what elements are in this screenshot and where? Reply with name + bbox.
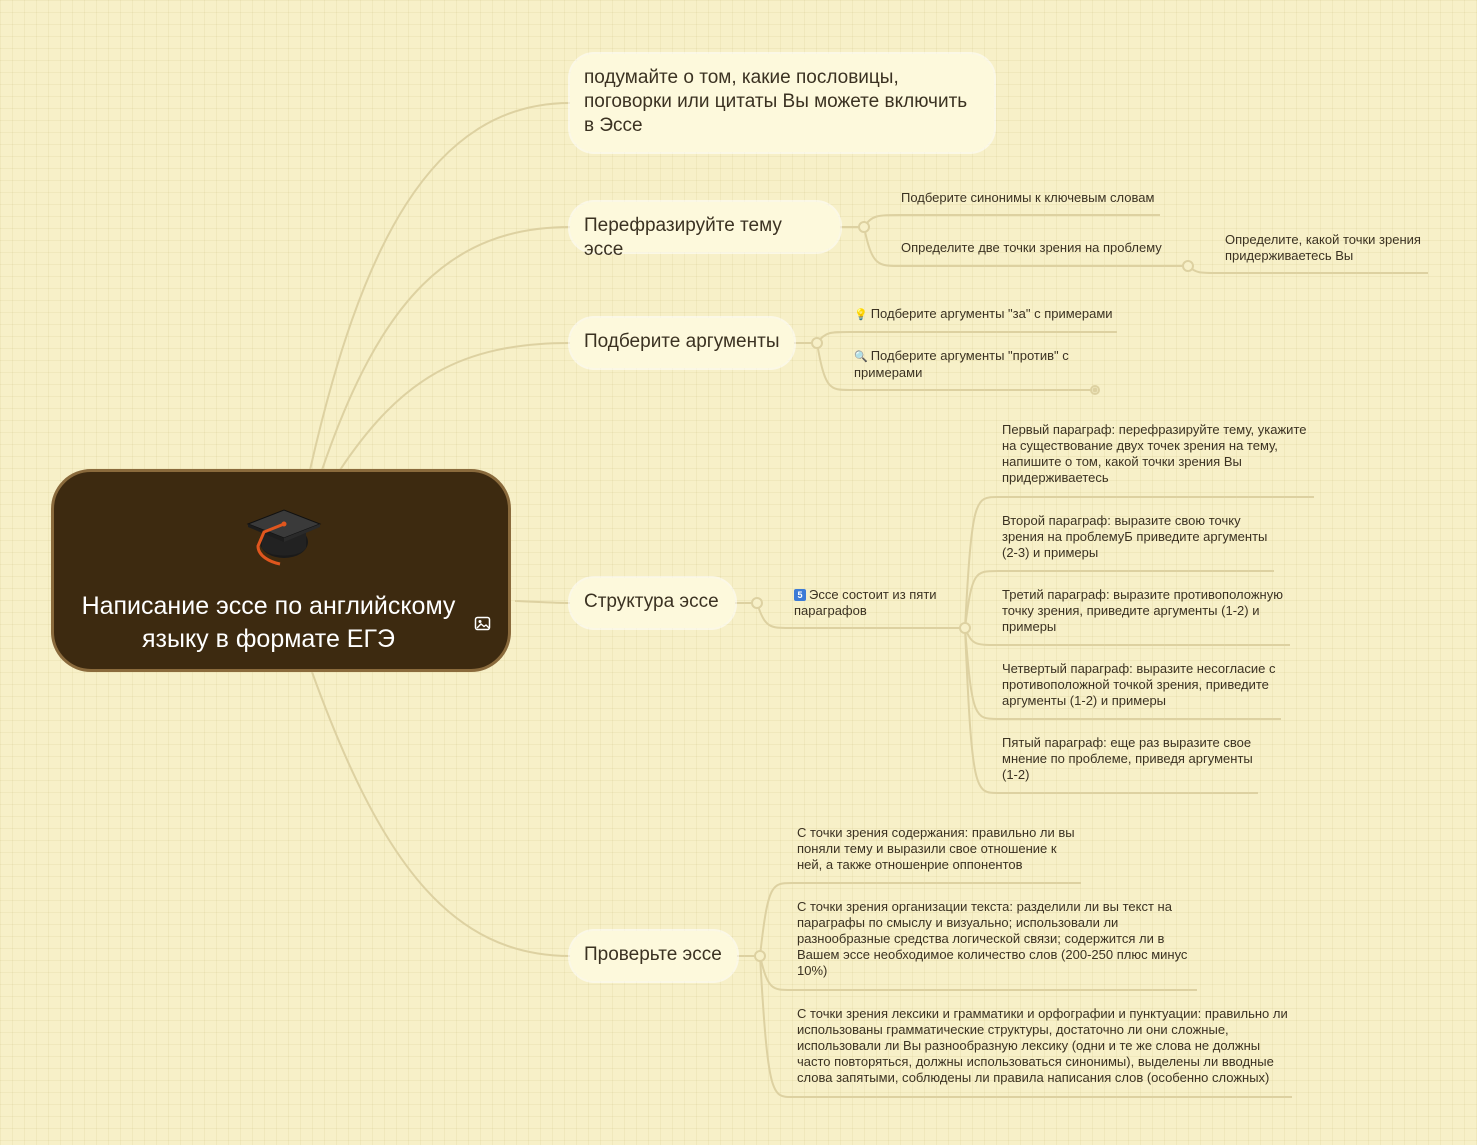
topic-proverbs[interactable]	[570, 54, 994, 152]
lightbulb-icon: 💡	[854, 309, 868, 321]
subtopic-paragraph-3[interactable]: Третий параграф: выразите противоположную точку зрения, приведите аргументы (1-2) и примеры	[1002, 587, 1283, 634]
subtopic-contra[interactable]: 🔍 Подберите аргументы "против" с примерами	[854, 348, 1069, 380]
root-topic[interactable]	[51, 469, 511, 672]
topic-check-label: Проверьте эссе	[584, 944, 722, 965]
topic-proverbs-label: подумайте о том, какие пословицы, поговорки или цитаты Вы можете включить в Эссе	[584, 67, 968, 136]
topic-paraphrase[interactable]	[570, 202, 840, 260]
subtopic-check-language[interactable]: С точки зрения лексики и грамматики и орфографии и пунктуации: правильно ли использованы грамматические структуры, достаточно ли они сложные, использовали ли Вы разнообразную лексику (одни и те же слова не должны часто повторяться, должны использоваться синонимы), выделены ли вводные слова запятыми, соблюдены ли правила написания слов (особенно сложных)	[797, 1006, 1288, 1085]
subtopic-two-views[interactable]: Определите две точки зрения на проблему	[901, 240, 1162, 255]
root-title: Написание эссе по английскому языку в формате ЕГЭ	[81, 592, 456, 653]
subtopic-own-view[interactable]: Определите, какой точки зрения придерживаетесь Вы	[1225, 232, 1421, 263]
branch-arguments	[340, 343, 570, 470]
subtopic-check-organization[interactable]: С точки зрения организации текста: разделили ли вы текст на параграфы по смыслу и визуально; использовали ли разнообразные средства логической связи; содержится ли в Вашем эссе необходимое количество слов (200-250 плюс минус 10%)	[797, 899, 1188, 978]
topic-structure[interactable]	[570, 578, 735, 628]
subtopic-pro[interactable]: 💡 Подберите аргументы "за" с примерами	[854, 306, 1113, 321]
branch-structure	[515, 601, 570, 603]
subtopic-check-content[interactable]: С точки зрения содержания: правильно ли вы поняли тему и выразили свое отношение к ней, а также отношенрие оппонентов	[797, 825, 1075, 872]
branch-paraphrase	[322, 227, 570, 470]
magnifier-icon: 🔍	[854, 351, 868, 363]
subtopic-synonyms[interactable]: Подберите синонимы к ключевым словам	[901, 190, 1155, 205]
topic-check[interactable]	[570, 931, 737, 981]
topic-structure-label: Структура эссе	[584, 591, 719, 612]
graduation-cap-icon	[244, 502, 324, 568]
branch-check	[312, 672, 570, 956]
subtopic-five-paragraphs[interactable]: 5 Эссе состоит из пяти параграфов	[794, 587, 937, 618]
topic-arguments[interactable]	[570, 318, 794, 368]
subtopic-paragraph-2[interactable]: Второй параграф: выразите свою точку зрения на проблемуБ приведите аргументы (2-3) и примеры	[1002, 513, 1268, 560]
subtopic-paragraph-4[interactable]: Четвертый параграф: выразите несогласие с противоположной точкой зрения, приведите аргументы (1-2) и примеры	[1002, 661, 1276, 708]
image-icon[interactable]	[474, 616, 492, 632]
number-five-badge: 5	[794, 589, 806, 601]
topic-paraphrase-label: Перефразируйте тему эссе	[584, 215, 782, 260]
subtopic-paragraph-1[interactable]: Первый параграф: перефразируйте тему, укажите на существование двух точек зрения на тему, напишите о том, какой точки зрения Вы придерживаетесь	[1002, 422, 1307, 485]
branch-proverbs	[310, 103, 570, 470]
topic-arguments-label: Подберите аргументы	[584, 331, 780, 352]
subtopic-paragraph-5[interactable]: Пятый параграф: еще раз выразите свое мнение по проблеме, приведя аргументы (1-2)	[1002, 735, 1253, 782]
